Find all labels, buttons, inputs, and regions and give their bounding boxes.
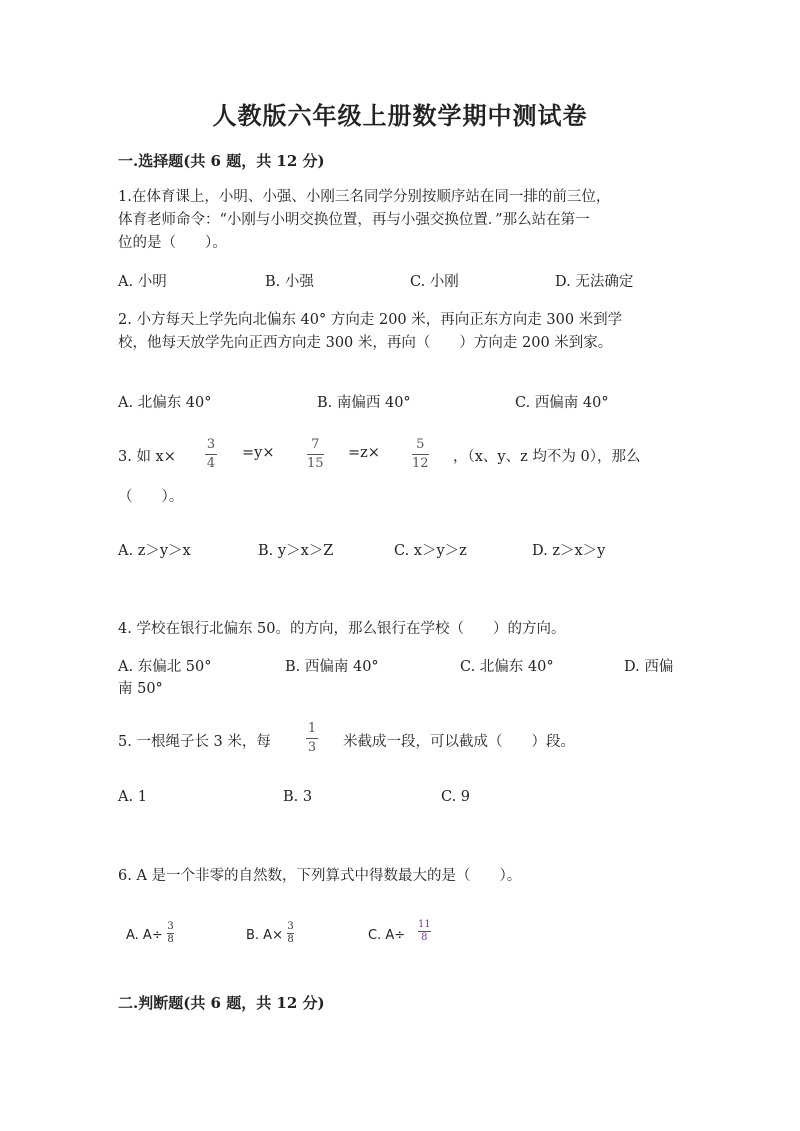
question-3-eq-2: =z× — [348, 445, 380, 461]
q6-option-b-fraction — [287, 922, 294, 945]
question-3-prefix: 3. 如 x× — [118, 449, 176, 465]
q6-option-c[interactable]: C. A÷ — [368, 928, 406, 943]
q3-fraction-1-numerator: 3 — [206, 437, 216, 452]
question-1-line-2: 体育老师命令：“小刚与小明交换位置，再与小强交换位置．”那么站在第一 — [118, 212, 590, 228]
question-1-line-1: 1.在体育课上，小明、小强、小刚三名同学分别按顺序站在同一排的前三位， — [118, 189, 611, 205]
q3-option-d[interactable]: D. z＞x＞y — [532, 543, 606, 559]
q6-option-c-denominator: 8 — [421, 932, 428, 943]
q1-option-c[interactable]: C. 小刚 — [410, 274, 459, 290]
q6-option-b-denominator: 8 — [287, 934, 294, 945]
q5-fraction — [306, 722, 318, 755]
question-3-line-2: （ ）。 — [118, 489, 184, 505]
q1-option-d[interactable]: D. 无法确定 — [555, 274, 634, 290]
q2-option-c[interactable]: C. 西偏南 40° — [515, 395, 609, 411]
q4-option-d[interactable]: D. 西偏 — [624, 659, 674, 675]
q6-option-a-numerator: 3 — [167, 921, 174, 932]
q6-option-c-fraction — [418, 920, 431, 943]
fraction-bar — [205, 454, 217, 455]
question-2 — [118, 309, 688, 355]
q4-option-a[interactable]: A. 东偏北 50° — [118, 659, 212, 675]
q6-option-c-numerator: 11 — [418, 919, 431, 930]
q1-option-a[interactable]: A. 小明 — [118, 274, 167, 290]
question-6: 6. A 是一个非零的自然数，下列算式中得数最大的是（ ）。 — [118, 868, 522, 884]
question-1-line-3: 位的是（ ）。 — [118, 235, 227, 251]
question-5-prefix: 5. 一根绳子长 3 米，每 — [118, 734, 271, 750]
q5-fraction-denominator: 3 — [307, 740, 317, 755]
q3-fraction-2 — [307, 438, 324, 471]
q3-option-a[interactable]: A. z＞y＞x — [118, 543, 191, 559]
question-3-eq-1: =y× — [242, 445, 275, 461]
question-1 — [118, 186, 688, 255]
question-4: 4. 学校在银行北偏东 50。的方向，那么银行在学校（ ）的方向。 — [118, 621, 566, 637]
q2-option-a[interactable]: A. 北偏东 40° — [118, 395, 212, 411]
q4-option-b[interactable]: B. 西偏南 40° — [285, 659, 379, 675]
question-3-suffix: ，（x、y、z 均不为 0），那么 — [453, 449, 641, 465]
q5-option-b[interactable]: B. 3 — [283, 789, 313, 805]
fraction-bar — [306, 738, 318, 739]
section-choice-heading: 一.选择题(共 6 题，共 12 分) — [118, 152, 325, 170]
q5-option-a[interactable]: A. 1 — [118, 789, 147, 805]
page-title: 人教版六年级上册数学期中测试卷 — [212, 101, 588, 130]
q6-option-b[interactable]: B. A× — [246, 928, 283, 943]
q3-fraction-3-numerator: 5 — [416, 437, 425, 452]
q3-fraction-2-numerator: 7 — [311, 437, 320, 452]
q3-option-b[interactable]: B. y＞x＞Z — [258, 543, 334, 559]
q3-option-c[interactable]: C. x＞y＞z — [394, 543, 467, 559]
q3-fraction-3 — [412, 438, 429, 471]
fraction-bar — [412, 454, 429, 455]
q3-fraction-3-denominator: 12 — [412, 456, 429, 471]
q3-fraction-1 — [205, 438, 217, 471]
q6-option-b-numerator: 3 — [287, 921, 294, 932]
question-2-line-2: 校，他每天放学先向正西方向走 300 米，再向（ ）方向走 200 米到家。 — [118, 335, 613, 351]
q2-option-b[interactable]: B. 南偏西 40° — [317, 395, 411, 411]
q5-option-c[interactable]: C. 9 — [441, 789, 471, 805]
q6-option-a-fraction — [167, 922, 174, 945]
q6-option-a[interactable]: A. A÷ — [126, 928, 163, 943]
q1-option-b[interactable]: B. 小强 — [265, 274, 314, 290]
q6-option-a-denominator: 8 — [167, 934, 174, 945]
fraction-bar — [307, 454, 324, 455]
q5-fraction-numerator: 1 — [307, 721, 317, 736]
q3-fraction-1-denominator: 4 — [206, 456, 216, 471]
q4-option-c[interactable]: C. 北偏东 40° — [460, 659, 554, 675]
question-2-line-1: 2. 小方每天上学先向北偏东 40° 方向走 200 米，再向正东方向走 300 米到学 — [118, 312, 623, 328]
q4-option-d-continuation: 南 50° — [118, 681, 163, 697]
q3-fraction-2-denominator: 15 — [307, 456, 324, 471]
question-5-suffix: 米截成一段，可以截成（ ）段。 — [343, 734, 575, 750]
section-true-false-heading: 二.判断题(共 6 题，共 12 分) — [118, 994, 325, 1012]
